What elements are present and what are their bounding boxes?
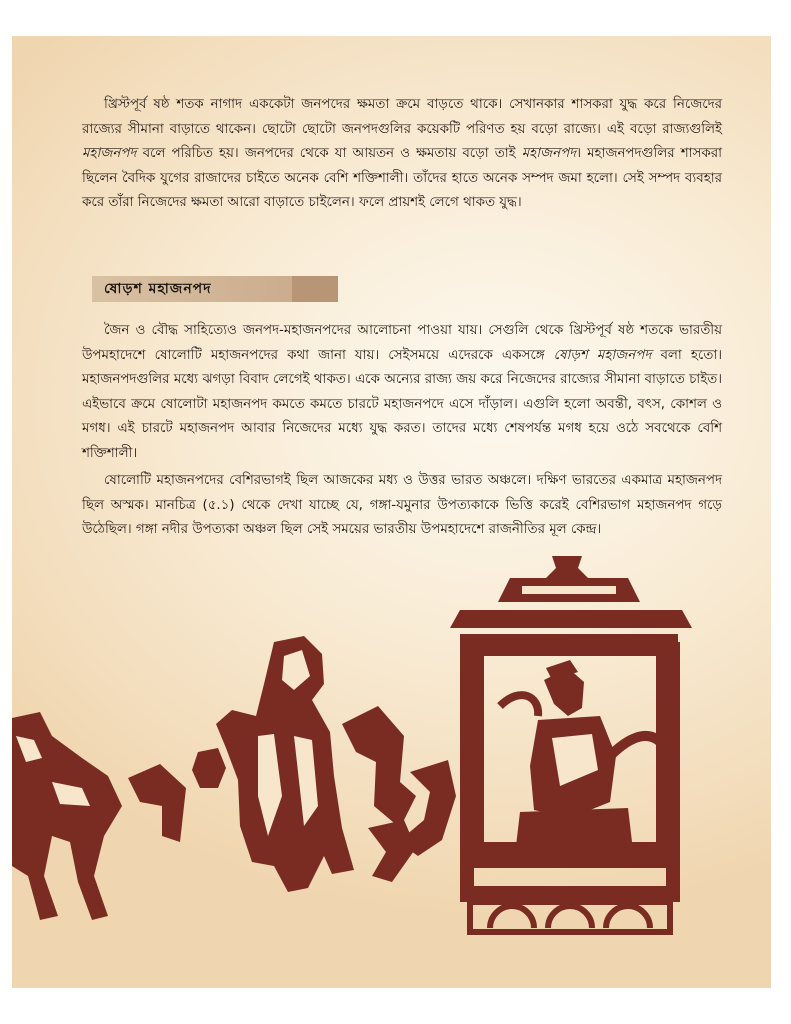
shard-1 <box>128 764 186 842</box>
seated-king-figure <box>500 660 664 846</box>
term-mahajanapada-2: মহাজনপদ <box>521 146 577 161</box>
paragraph-geography: ষোলোটি মহাজনপদের বেশিরভাগই ছিল আজকের মধ্য ও উত্তর ভারত অঞ্চলে। দক্ষিণ ভারতের একমাত্র মহাজনপদ ছিল অস্মক। মানচিত্র (৫.১) থেকে দেখা যাচ্ছে যে, গঙ্গা-যমুনার উপত্যকাকে ভিত্তি করেই বেশিরভাগ মহাজনপদ গড়ে উঠেছিল। গঙ্গা নদীর উপত্যকা অঞ্চল ছিল সেই সময়ের ভারতীয় উপমহাদেশে রাজনীতির মূল কেন্দ্র। <box>82 473 722 537</box>
paragraph-mahajanapada-rise: খ্রিস্টপূর্ব ষষ্ঠ শতক নাগাদ এককেটা জনপদের ক্ষমতা ক্রমে বাড়তে থাকে। সেখানকার শাসকরা যুদ্ধ করে নিজেদের রাজ্যের সীমানা বাড়াতে থাকেন। ছোটো ছোটো জনপদগুলির কয়েকটি পরিণত হয় বড়ো রাজ্যে। এই বড়ো রাজ্যগুলিই মহাজনপদ বলে পরিচিত হয়। জনপদের থেকে যা আয়তন ও ক্ষমতায় বড়ো তাই মহাজনপদ। মহাজনপদগুলির শাসকরা ছিলেন বৈদিক যুগের রাজাদের চাইতে অনেক বেশি শক্তিশালী। তাঁদের হাতে অনেক সম্পদ জমা হলো। সেই সম্পদ ব্যবহার করে তাঁরা নিজেদের ক্ষমতা আরো বাড়াতে চাইলেন। ফলে প্রায়শই লেগে থাকত যুদ্ধ। <box>82 97 722 210</box>
shard-2 <box>342 706 416 828</box>
term-shodasha-mahajanapada: ষোড়শ মহাজনপদ <box>553 347 652 363</box>
shard-4 <box>368 820 416 882</box>
throne-canopy <box>450 556 692 932</box>
term-mahajanapada: মহাজনপদ <box>82 146 137 161</box>
woodcut-illustration <box>12 36 771 988</box>
textbook-page <box>12 36 771 988</box>
paragraph-sixteen-mahajanapadas: জৈন ও বৌদ্ধ সাহিত্যেও জনপদ-মহাজনপদের আলোচনা পাওয়া যায়। সেগুলি থেকে খ্রিস্টপূর্ব ষষ্ঠ শতকে ভারতীয় উপমহাদেশে ষোলোটি মহাজনপদের কথা জানা যায়। সেইসময়ে এদেরকে একসঙ্গে ষোড়শ মহাজনপদ বলা হতো। মহাজনপদগুলির মধ্যে ঝগড়া বিবাদ লেগেই থাকত। একে অন্যের রাজ্য জয় করে নিজেদের রাজ্যের সীমানা বাড়াতে চাইত। এইভাবে ক্রমে ষোলোটা মহাজনপদ কমতে কমতে চারটে মহাজনপদে এসে দাঁড়াল। এগুলি হলো অবন্তী, বৎস, কোশল ও মগধ। এই চারটে মহাজনপদ আবার নিজেদের মধ্যে যুদ্ধ করত। তাদের মধ্যে শেষপর্যন্ত মগধ হয়ে ওঠে সবথেকে বেশি শক্তিশালী। <box>82 323 722 461</box>
section-heading-label: ষোড়শ মহাজনপদ <box>104 281 212 297</box>
pot-icon <box>192 748 226 788</box>
